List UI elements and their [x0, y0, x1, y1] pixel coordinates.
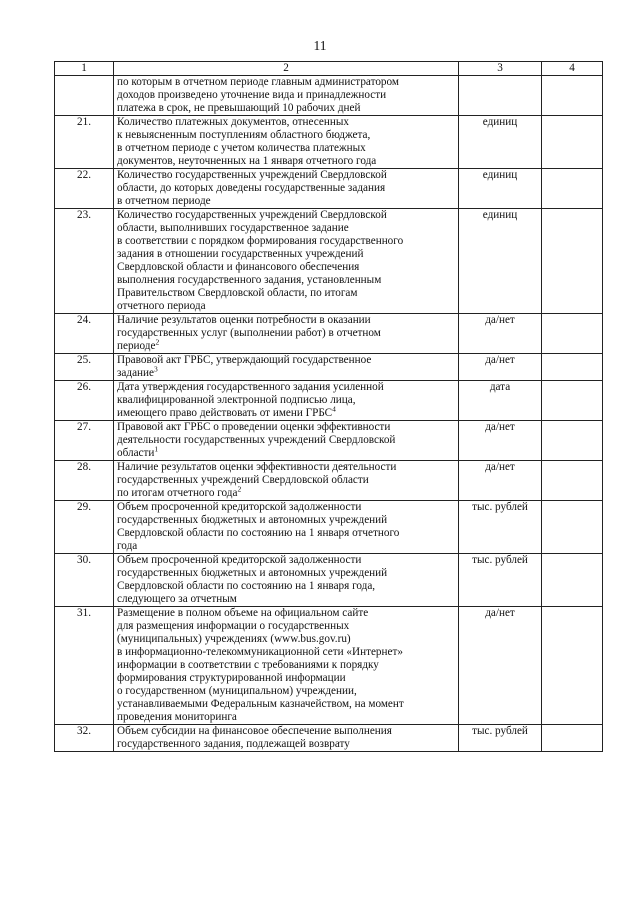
footnote-marker: 2 [237, 484, 242, 494]
table-row [55, 461, 603, 501]
row-unit: да/нет [459, 607, 542, 725]
row-number: 22. [55, 169, 114, 209]
row-value [542, 354, 603, 381]
row-number: 23. [55, 209, 114, 314]
row-description [114, 76, 459, 116]
row-value [542, 381, 603, 421]
row-description [114, 314, 459, 354]
column-header: 3 [459, 62, 542, 76]
row-description-text: Дата утверждения государственного задания усиленной квалифицированной электронной подписью лица, имеющего право действовать от имени ГРБС [117, 381, 384, 419]
table-row [55, 314, 603, 354]
table-row [55, 421, 603, 461]
row-description-text: Правовой акт ГРБС о проведении оценки эффективности деятельности государственных учреждений Свердловской области [117, 421, 396, 459]
row-unit: единиц [459, 116, 542, 169]
table-row [55, 554, 603, 607]
row-description-text: Размещение в полном объеме на официальном сайте для размещения информации о государственных (муниципальных) учреждениях (www.bus.gov.ru) в информационно-телекоммуникационной сети «Интернет» информации в соответствии с требованиями к порядку формирования структурированной информации о государственном (муниципальном) учреждении, устанавливаемыми Федеральным казначейством, на момент проведения мониторинга [117, 607, 404, 723]
column-header: 2 [114, 62, 459, 76]
row-description [114, 421, 459, 461]
row-value [542, 76, 603, 116]
row-number: 32. [55, 725, 114, 752]
row-description [114, 116, 459, 169]
footnote-marker: 3 [153, 364, 158, 374]
row-value [542, 461, 603, 501]
row-description-text: Объем просроченной кредиторской задолженности государственных бюджетных и автономных учреждений Свердловской области по состоянию на 1 января года, следующего за отчетным [117, 554, 388, 605]
indicators-table [54, 61, 603, 752]
row-description-text: Объем просроченной кредиторской задолженности государственных бюджетных и автономных учреждений Свердловской области по состоянию на 1 января отчетного года [117, 501, 400, 552]
row-description-text: Количество государственных учреждений Свердловской области, выполнивших государственное задание в соответствии с порядком формирования государственного задания в отношении государственных учреждений Свердловской области и финансового обеспечения выполнения государственного задания, установленным Правительством Свердловской области, по итогам отчетного периода [117, 209, 404, 312]
table-row [55, 116, 603, 169]
row-number: 27. [55, 421, 114, 461]
row-value [542, 501, 603, 554]
row-unit: тыс. рублей [459, 554, 542, 607]
row-description [114, 554, 459, 607]
table-row [55, 381, 603, 421]
row-description-text: Количество государственных учреждений Свердловской области, до которых доведены государственные задания в отчетном периоде [117, 169, 387, 207]
row-value [542, 725, 603, 752]
row-value [542, 314, 603, 354]
row-description-text: Количество платежных документов, отнесенных к невыясненным поступлениям областного бюджета, в отчетном периоде с учетом количества платежных документов, неуточненных на 1 января отчетного года [117, 116, 377, 167]
row-number [55, 76, 114, 116]
table-row [55, 169, 603, 209]
row-description [114, 461, 459, 501]
footnote-marker: 2 [155, 337, 160, 347]
table-row [55, 76, 603, 116]
table-row [55, 607, 603, 725]
row-number: 28. [55, 461, 114, 501]
row-description-text: Объем субсидии на финансовое обеспечение выполнения государственного задания, подлежащей возврату [117, 725, 392, 750]
footnote-marker: 1 [154, 444, 159, 454]
table-row [55, 725, 603, 752]
row-number: 29. [55, 501, 114, 554]
row-description-text: Правовой акт ГРБС, утверждающий государственное задание [117, 354, 372, 379]
row-description [114, 169, 459, 209]
row-number: 24. [55, 314, 114, 354]
row-unit: да/нет [459, 461, 542, 501]
row-unit: да/нет [459, 421, 542, 461]
row-value [542, 421, 603, 461]
footnote-marker: 4 [332, 404, 336, 414]
row-description [114, 209, 459, 314]
table-row [55, 501, 603, 554]
row-number: 21. [55, 116, 114, 169]
table-row [55, 354, 603, 381]
table-header-row [55, 62, 603, 76]
row-unit: да/нет [459, 314, 542, 354]
row-unit [459, 76, 542, 116]
column-header: 1 [55, 62, 114, 76]
row-value [542, 209, 603, 314]
row-description [114, 725, 459, 752]
page-number: 11 [313, 38, 327, 53]
row-value [542, 554, 603, 607]
row-unit: единиц [459, 209, 542, 314]
row-unit: дата [459, 381, 542, 421]
row-description [114, 607, 459, 725]
row-description-text: Наличие результатов оценки потребности в оказании государственных услуг (выполнении работ) в отчетном периоде [117, 314, 381, 352]
row-number: 30. [55, 554, 114, 607]
row-value [542, 607, 603, 725]
row-description-text: Наличие результатов оценки эффективности деятельности государственных учреждений Свердловской области по итогам отчетного года [117, 461, 397, 499]
row-value [542, 116, 603, 169]
row-unit: да/нет [459, 354, 542, 381]
row-description [114, 501, 459, 554]
row-value [542, 169, 603, 209]
column-header: 4 [542, 62, 603, 76]
row-description-text: по которым в отчетном периоде главным администратором доходов произведено уточнение вида и принадлежности платежа в срок, не превышающий 10 рабочих дней [117, 76, 399, 114]
row-number: 31. [55, 607, 114, 725]
row-unit: единиц [459, 169, 542, 209]
table-row [55, 209, 603, 314]
row-number: 26. [55, 381, 114, 421]
row-unit: тыс. рублей [459, 725, 542, 752]
row-unit: тыс. рублей [459, 501, 542, 554]
row-number: 25. [55, 354, 114, 381]
row-description [114, 354, 459, 381]
row-description [114, 381, 459, 421]
